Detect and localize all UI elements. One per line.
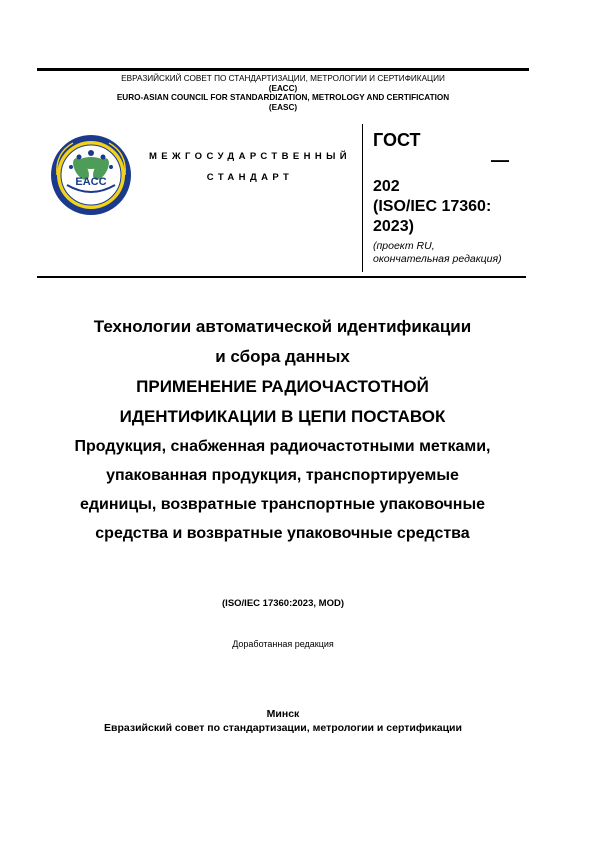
gost-label: ГОСТ xyxy=(373,130,421,150)
standard-type xyxy=(140,146,360,188)
council-name-en: EURO-ASIAN COUNCIL FOR STANDARDIZATION, METROLOGY AND CERTIFICATION xyxy=(116,93,450,103)
publisher-city: Минск xyxy=(266,708,300,720)
title-line1: Технологии автоматической идентификации xyxy=(93,317,472,336)
title-line8: средства и возвратные упаковочные средства xyxy=(95,525,470,542)
top-rule xyxy=(37,68,529,71)
council-abbr-en: (EASC) xyxy=(268,102,298,112)
title-line7: единицы, возвратные транспортные упаковочные xyxy=(79,496,486,513)
gost-number-block xyxy=(373,177,491,237)
title-line5: Продукция, снабженная радиочастотными метками, xyxy=(74,438,491,455)
title-line3: ПРИМЕНЕНИЕ РАДИОЧАСТОТНОЙ xyxy=(136,377,429,396)
vertical-divider xyxy=(362,124,363,272)
logo-text: EACC xyxy=(75,176,107,188)
title-line2: и сбора данных xyxy=(215,347,350,366)
draft-note-line1: (проект RU, xyxy=(373,240,435,252)
iso-reference-line1: (ISO/IEC 17360: xyxy=(373,198,492,215)
title-line4: ИДЕНТИФИКАЦИИ В ЦЕПИ ПОСТАВОК xyxy=(119,407,446,426)
iso-reference-line2: 2023) xyxy=(373,218,414,235)
document-title xyxy=(30,312,535,548)
title-line6: упакованная продукция, транспортируемые xyxy=(106,467,459,484)
council-header xyxy=(37,74,529,112)
gost-dash: — xyxy=(491,150,509,170)
standard-type-line2: СТАНДАРТ xyxy=(206,172,294,183)
council-abbr-ru: (ЕАСС) xyxy=(268,83,298,93)
council-name-ru: ЕВРАЗИЙСКИЙ СОВЕТ ПО СТАНДАРТИЗАЦИИ, МЕТРОЛОГИИ И СЕРТИФИКАЦИИ xyxy=(121,74,445,83)
draft-note-line2: окончательная редакция) xyxy=(373,252,502,265)
publisher-name: Евразийский совет по стандартизации, метрологии и сертификации xyxy=(104,722,462,734)
draft-note xyxy=(373,240,502,265)
eacc-logo-icon xyxy=(49,133,133,217)
standard-type-line1: МЕЖГОСУДАРСТВЕННЫЙ xyxy=(148,151,352,162)
gost-number: 202 xyxy=(373,178,400,195)
middle-rule xyxy=(37,276,526,278)
modification-reference: (ISO/IEC 17360:2023, MOD) xyxy=(222,598,344,609)
edition-note: Доработанная редакция xyxy=(232,639,334,649)
publisher-block xyxy=(0,707,566,735)
